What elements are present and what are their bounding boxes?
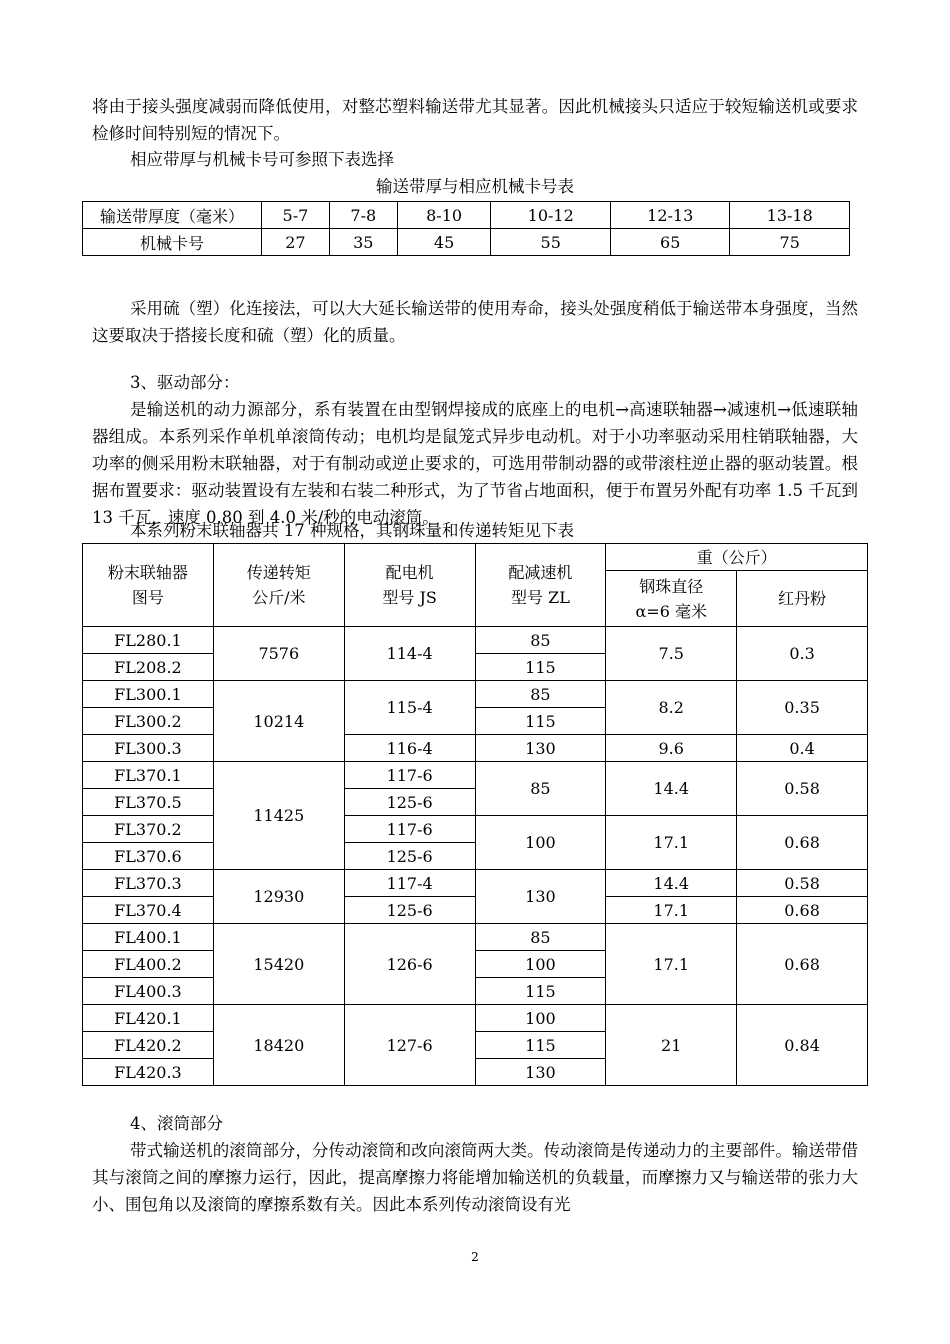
powder-cell: 0.84 <box>737 1005 868 1086</box>
reducer-cell: 115 <box>475 708 606 735</box>
table-cell: 27 <box>262 229 330 256</box>
table-cell: 10-12 <box>491 202 611 229</box>
belt-thickness-table <box>82 201 850 256</box>
motor-cell: 117-4 <box>344 870 475 897</box>
table-cell: 45 <box>397 229 491 256</box>
torque-cell: 10214 <box>213 681 344 762</box>
table-cell: 35 <box>329 229 397 256</box>
paragraph-joint-strength: 将由于接头强度减弱而降低使用，对整芯塑料输送带尤其显著。因此机械接头只适应于较短输送机或要求检修时间特别短的情况下。 <box>92 97 858 143</box>
table-cell: 65 <box>610 229 730 256</box>
powder-cell: 0.35 <box>737 681 868 735</box>
paragraph-table-intro: 相应带厚与机械卡号可参照下表选择 <box>130 150 394 169</box>
table-header-cell: 机械卡号 <box>83 229 262 256</box>
reducer-cell: 100 <box>475 1005 606 1032</box>
header-torque: 传递转矩 公斤/米 <box>213 544 344 627</box>
model-cell: FL300.2 <box>83 708 214 735</box>
table-row <box>83 627 868 654</box>
powder-cell: 0.68 <box>737 816 868 870</box>
ball-cell: 8.2 <box>606 681 737 735</box>
reducer-cell: 100 <box>475 951 606 978</box>
powder-cell: 0.4 <box>737 735 868 762</box>
ball-cell: 14.4 <box>606 762 737 816</box>
model-cell: FL400.2 <box>83 951 214 978</box>
model-cell: FL420.3 <box>83 1059 214 1086</box>
torque-cell: 11425 <box>213 762 344 870</box>
header-ball: 钢珠直径 α=6 毫米 <box>606 571 737 627</box>
ball-cell: 14.4 <box>606 870 737 897</box>
table-cell: 7-8 <box>329 202 397 229</box>
table-cell: 13-18 <box>730 202 850 229</box>
reducer-cell: 130 <box>475 870 606 924</box>
header-weight: 重（公斤） <box>606 544 868 571</box>
powder-cell: 0.58 <box>737 870 868 897</box>
section-heading-drive: 3、驱动部分： <box>130 373 240 392</box>
header-powder: 红丹粉 <box>737 571 868 627</box>
motor-cell: 127-6 <box>344 1005 475 1086</box>
table-row <box>83 870 868 897</box>
table-row <box>83 924 868 951</box>
ball-cell: 17.1 <box>606 897 737 924</box>
paragraph-coupling-intro: 本系列粉末联轴器共 17 种规格，其钢珠量和传递转矩见下表 <box>130 521 574 540</box>
model-cell: FL280.1 <box>83 627 214 654</box>
torque-cell: 7576 <box>213 627 344 681</box>
powder-coupling-table <box>82 543 868 1086</box>
motor-cell: 114-4 <box>344 627 475 681</box>
powder-cell: 0.3 <box>737 627 868 681</box>
table-row <box>83 681 868 708</box>
table-cell: 55 <box>491 229 611 256</box>
table1-caption: 输送带厚与相应机械卡号表 <box>376 177 574 196</box>
header-model: 粉末联轴器 图号 <box>83 544 214 627</box>
table-cell: 75 <box>730 229 850 256</box>
motor-cell: 125-6 <box>344 897 475 924</box>
section-heading-pulley: 4、滚筒部分 <box>130 1114 223 1133</box>
torque-cell: 15420 <box>213 924 344 1005</box>
powder-cell: 0.68 <box>737 924 868 1005</box>
model-cell: FL370.5 <box>83 789 214 816</box>
table-row <box>83 202 850 229</box>
ball-cell: 17.1 <box>606 816 737 870</box>
motor-cell: 117-6 <box>344 816 475 843</box>
reducer-cell: 85 <box>475 681 606 708</box>
model-cell: FL420.2 <box>83 1032 214 1059</box>
table-row <box>83 229 850 256</box>
reducer-cell: 115 <box>475 1032 606 1059</box>
table-row <box>83 762 868 789</box>
powder-cell: 0.68 <box>737 897 868 924</box>
reducer-cell: 115 <box>475 978 606 1005</box>
table-header-cell: 输送带厚度（毫米） <box>83 202 262 229</box>
model-cell: FL400.1 <box>83 924 214 951</box>
model-cell: FL370.6 <box>83 843 214 870</box>
ball-cell: 9.6 <box>606 735 737 762</box>
motor-cell: 115-4 <box>344 681 475 735</box>
table-row <box>83 816 868 843</box>
motor-cell: 126-6 <box>344 924 475 1005</box>
table-header-row <box>83 544 868 571</box>
model-cell: FL400.3 <box>83 978 214 1005</box>
ball-cell: 21 <box>606 1005 737 1086</box>
table-cell: 8-10 <box>397 202 491 229</box>
torque-cell: 18420 <box>213 1005 344 1086</box>
reducer-cell: 130 <box>475 1059 606 1086</box>
torque-cell: 12930 <box>213 870 344 924</box>
motor-cell: 125-6 <box>344 843 475 870</box>
reducer-cell: 130 <box>475 735 606 762</box>
model-cell: FL300.1 <box>83 681 214 708</box>
model-cell: FL300.3 <box>83 735 214 762</box>
ball-cell: 7.5 <box>606 627 737 681</box>
table-row <box>83 1005 868 1032</box>
table-cell: 12-13 <box>610 202 730 229</box>
page-number: 2 <box>471 1250 479 1264</box>
motor-cell: 125-6 <box>344 789 475 816</box>
motor-cell: 116-4 <box>344 735 475 762</box>
model-cell: FL370.2 <box>83 816 214 843</box>
model-cell: FL208.2 <box>83 654 214 681</box>
header-reducer: 配减速机 型号 ZL <box>475 544 606 627</box>
table-row <box>83 735 868 762</box>
paragraph-vulcanizing: 采用硫（塑）化连接法，可以大大延长输送带的使用寿命，接头处强度稍低于输送带本身强度，当然这要取决于搭接长度和硫（塑）化的质量。 <box>92 299 858 345</box>
reducer-cell: 85 <box>475 762 606 816</box>
motor-cell: 117-6 <box>344 762 475 789</box>
reducer-cell: 85 <box>475 924 606 951</box>
header-motor: 配电机 型号 JS <box>344 544 475 627</box>
model-cell: FL370.1 <box>83 762 214 789</box>
table-cell: 5-7 <box>262 202 330 229</box>
paragraph-drive: 是输送机的动力源部分，系有装置在由型钢焊接成的底座上的电机→高速联轴器→减速机→低速联轴器组成。本系列采作单机单滚筒传动；电机均是鼠笼式异步电动机。对于小功率驱动采用柱销联轴器，大功率的侧采用粉末联轴器，对于有制动或逆止要求的，可选用带制动器的或带滚柱逆止器的驱动装置。根据布置要求：驱动装置设有左装和右装二种形式，为了节省占地面积，便于布置另外配有功率 1.5 千瓦到 13 千瓦，速度 0.80 到 4.0 米/秒的电动滚筒。 <box>92 400 858 527</box>
model-cell: FL370.4 <box>83 897 214 924</box>
model-cell: FL370.3 <box>83 870 214 897</box>
reducer-cell: 115 <box>475 654 606 681</box>
reducer-cell: 85 <box>475 627 606 654</box>
powder-cell: 0.58 <box>737 762 868 816</box>
reducer-cell: 100 <box>475 816 606 870</box>
ball-cell: 17.1 <box>606 924 737 1005</box>
table-row <box>83 897 868 924</box>
model-cell: FL420.1 <box>83 1005 214 1032</box>
paragraph-pulley: 带式输送机的滚筒部分，分传动滚筒和改向滚筒两大类。传动滚筒是传递动力的主要部件。输送带借其与滚筒之间的摩擦力运行，因此，提高摩擦力将能增加输送机的负载量，而摩擦力又与输送带的张力大小、围包角以及滚筒的摩擦系数有关。因此本系列传动滚筒设有光 <box>92 1141 858 1214</box>
